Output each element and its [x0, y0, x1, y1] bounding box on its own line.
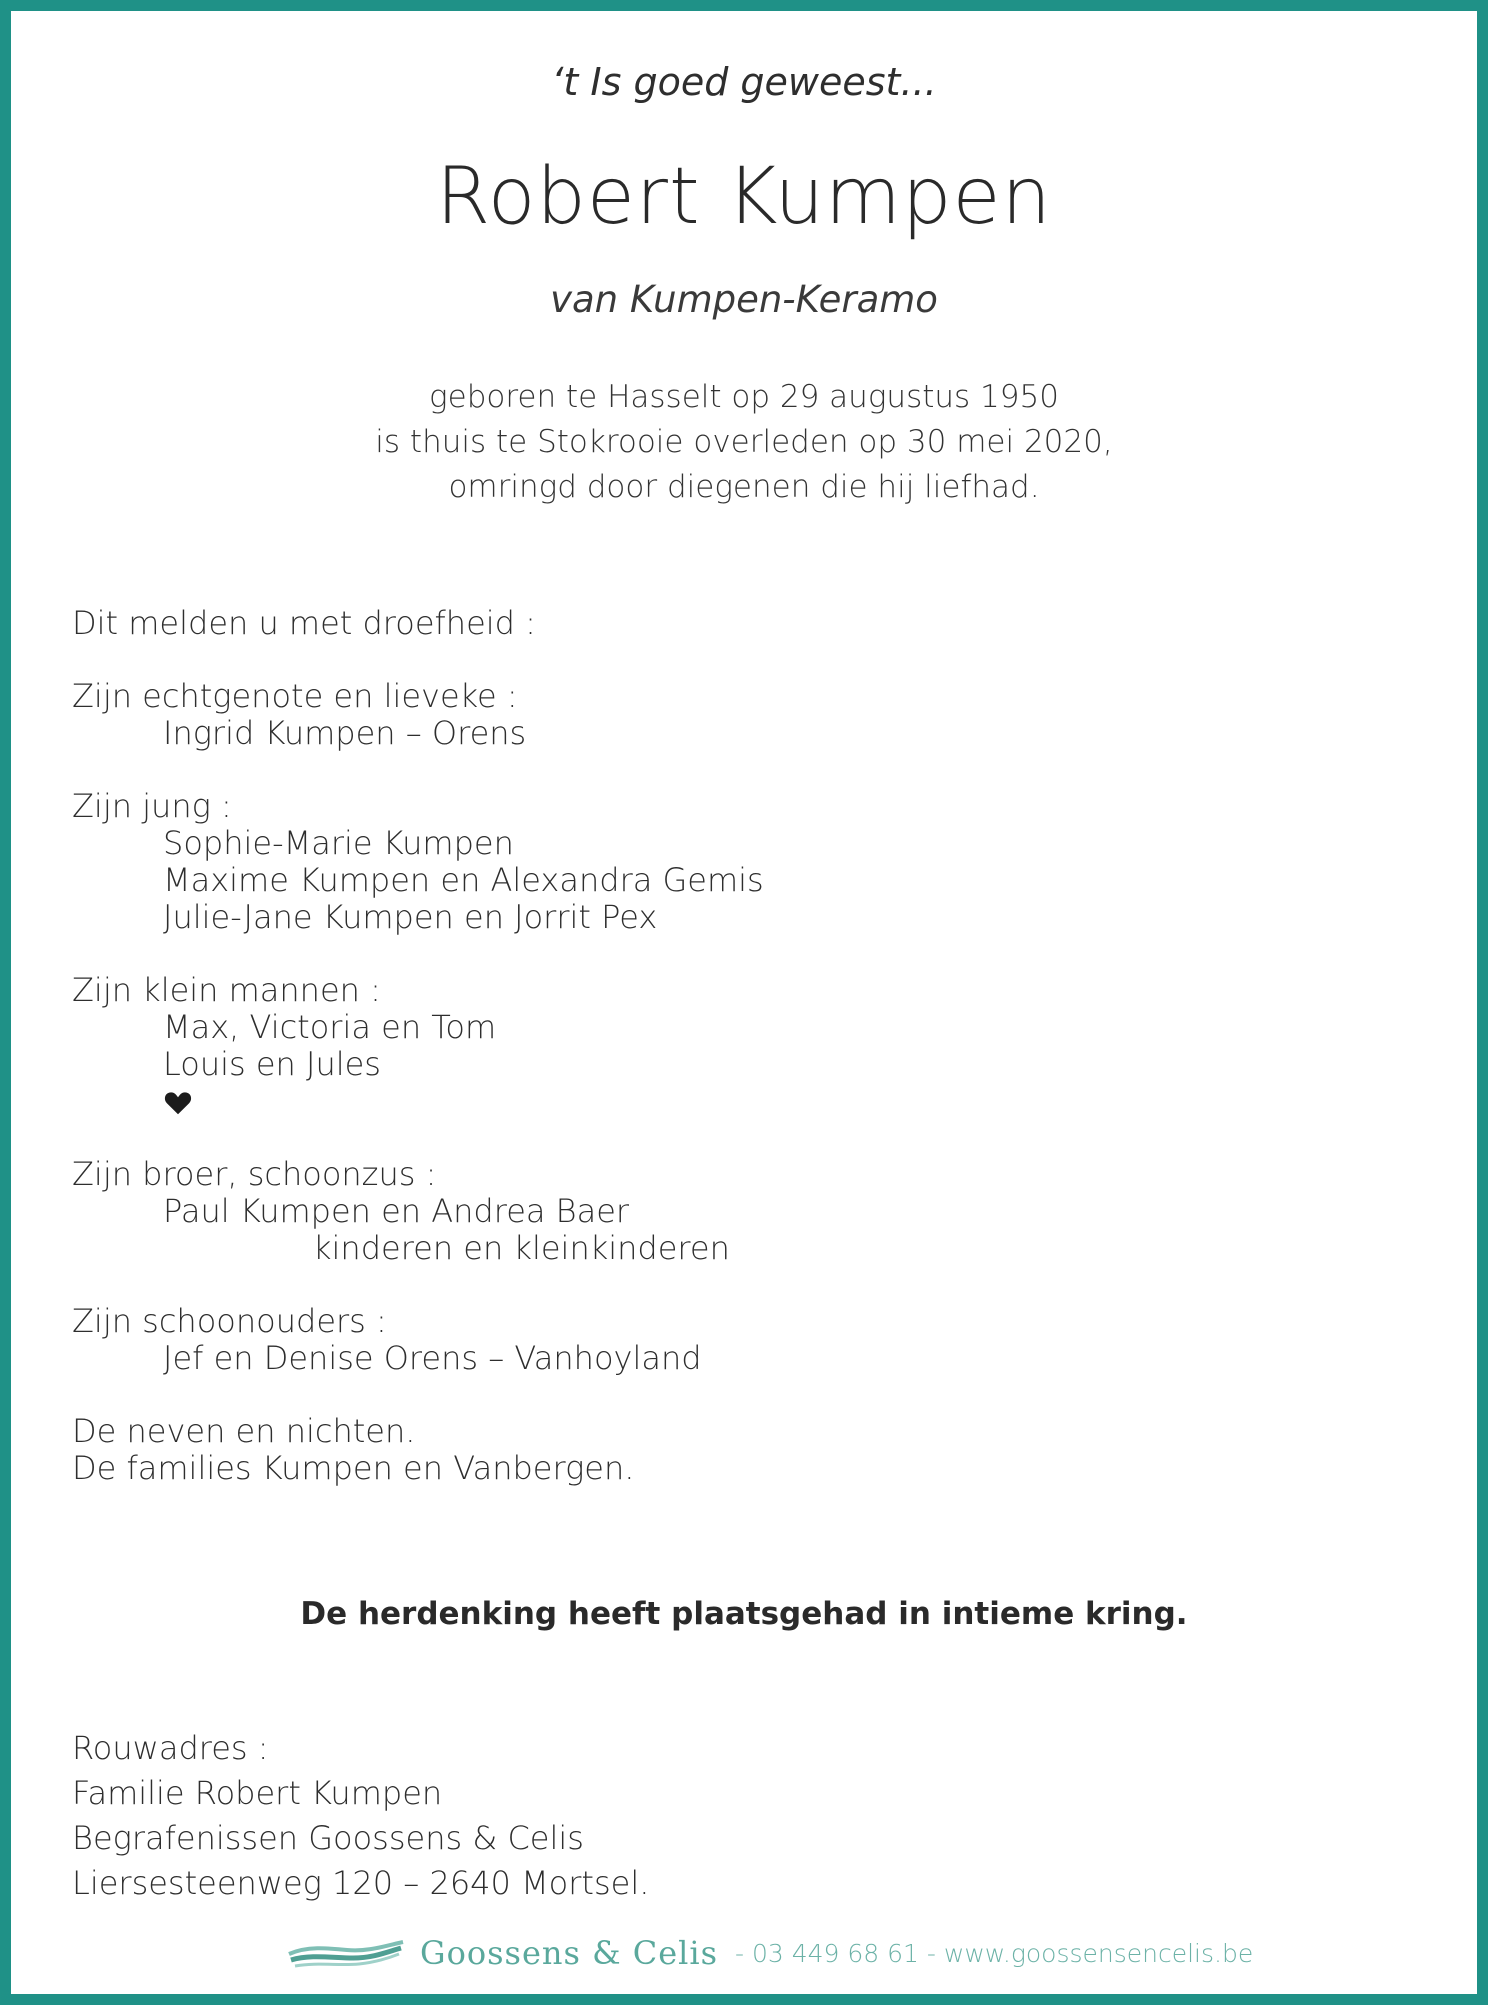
child-name: Sophie-Marie Kumpen: [163, 824, 514, 862]
bio-line: omringd door diegenen die hij liefhad.: [448, 469, 1040, 505]
child-name: Maxime Kumpen en Alexandra Gemis: [163, 861, 764, 899]
children-label: Zijn jung :: [72, 787, 232, 825]
child-name: Julie-Jane Kumpen en Jorrit Pex: [163, 898, 658, 936]
bio: [0, 375, 1488, 510]
inlaws-name: Jef en Denise Orens – Vanhoyland: [163, 1339, 702, 1377]
deceased-name: Robert Kumpen: [436, 152, 1052, 242]
subtitle: van Kumpen-Keramo: [550, 278, 938, 321]
footer: [0, 1930, 1488, 1980]
brand-name: Goossens & Celis: [420, 1934, 719, 1972]
spouse-label: Zijn echtgenote en lieveke :: [72, 677, 518, 715]
address-line: Liersesteenweg 120 – 2640 Mortsel.: [72, 1864, 650, 1902]
inlaws-label: Zijn schoonouders :: [72, 1302, 387, 1340]
wave-logo-icon: [287, 1936, 405, 1972]
intro-line: Dit melden u met droefheid :: [72, 604, 536, 642]
grandchild-name: Max, Victoria en Tom: [163, 1008, 497, 1046]
spouse-name: Ingrid Kumpen – Orens: [163, 714, 527, 752]
sibling-extra: kinderen en kleinkinderen: [313, 1229, 730, 1267]
contact-info: - 03 449 68 61 - www.goossensencelis.be: [735, 1939, 1254, 1968]
heart-row: [72, 1083, 764, 1120]
mourning-address: [72, 1726, 649, 1906]
family-list: [72, 605, 764, 1487]
ceremony-notice: De herdenking heeft plaatsgehad in intieme kring.: [300, 1596, 1188, 1632]
grandchild-name: Louis en Jules: [163, 1045, 381, 1083]
address-line: Begrafenissen Goossens & Celis: [72, 1819, 584, 1857]
bio-line: geboren te Hasselt op 29 augustus 1950: [429, 379, 1059, 415]
grandchildren-label: Zijn klein mannen :: [72, 971, 381, 1009]
sibling-name: Paul Kumpen en Andrea Baer: [163, 1192, 630, 1230]
closing-line: De neven en nichten.: [72, 1412, 416, 1450]
motto: ‘t Is goed geweest...: [551, 60, 937, 104]
closing-line: De families Kumpen en Vanbergen.: [72, 1449, 635, 1487]
bio-line: is thuis te Stokrooie overleden op 30 mei 2020,: [375, 424, 1113, 460]
address-label: Rouwadres :: [72, 1729, 269, 1767]
sibling-label: Zijn broer, schoonzus :: [72, 1155, 437, 1193]
heart-icon: [163, 1088, 193, 1118]
address-line: Familie Robert Kumpen: [72, 1774, 443, 1812]
